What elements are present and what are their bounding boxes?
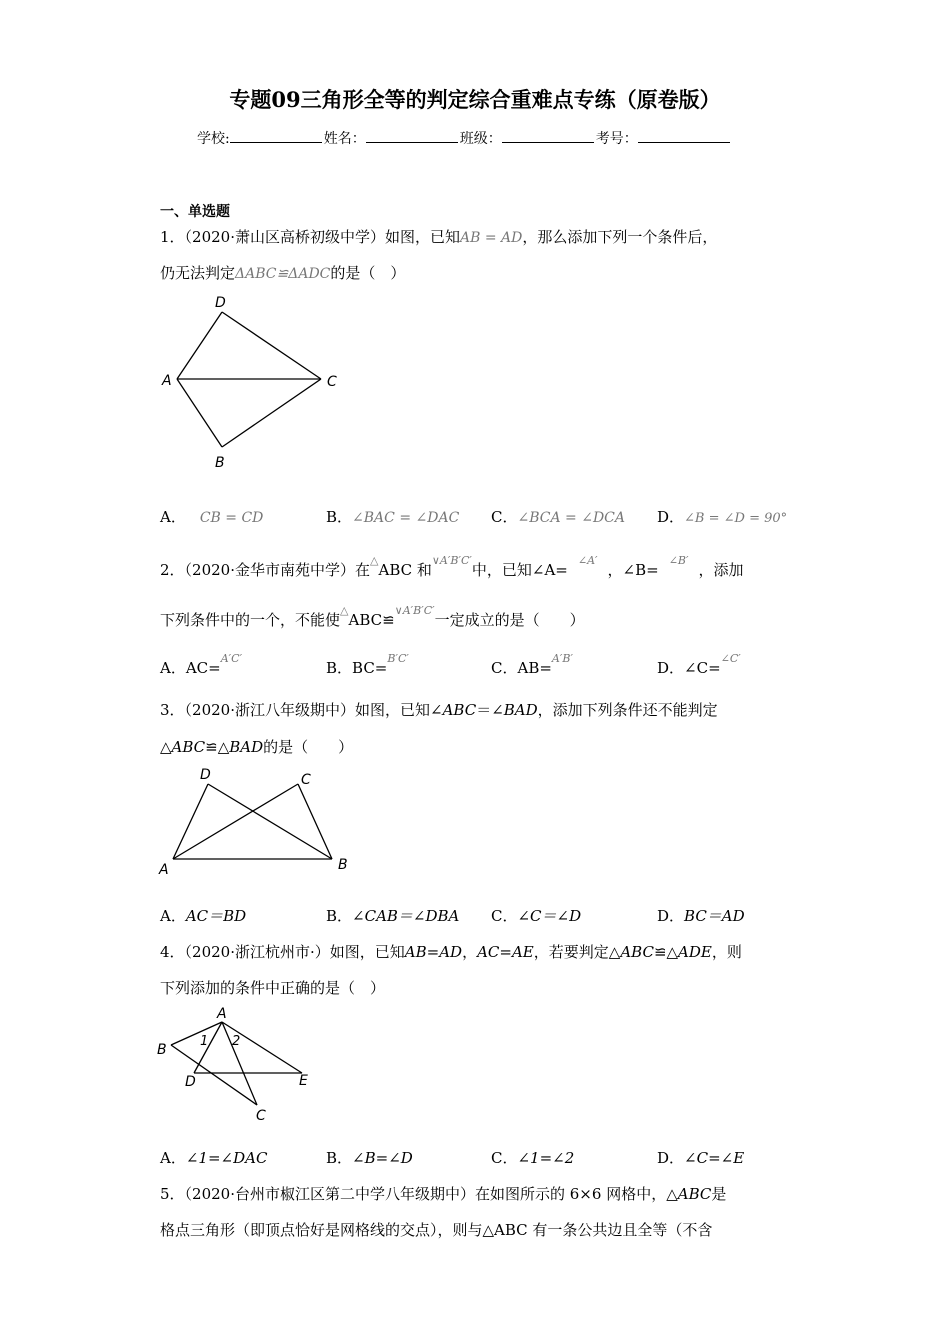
q4-text: ， <box>462 943 478 961</box>
q4-angle-label-1: 1 <box>200 1034 209 1049</box>
q3-source: （2020·浙江八年级期中） <box>184 701 355 719</box>
exam-no-blank[interactable] <box>638 130 730 143</box>
q3-option-c[interactable] <box>491 905 581 926</box>
option-formula: B′C′ <box>387 652 409 665</box>
q2-source: （2020·金华市南苑中学） <box>184 561 355 579</box>
option-letter: A． <box>160 659 186 677</box>
q3-number: 3． <box>160 701 185 719</box>
exam-no-label: 考号： <box>595 131 638 147</box>
q1-condition-formula: AB = AD <box>460 230 523 246</box>
option-text: ∠C=∠E <box>684 1149 745 1167</box>
q4-line2: 下列添加的条件中正确的是（ ） <box>160 979 386 997</box>
triangle-symbol: △ <box>340 604 349 617</box>
q4-option-d[interactable] <box>657 1147 744 1168</box>
q2-text: ABC 和 <box>378 561 432 579</box>
q5-source: （2020·台州市椒江区第二中学八年级期中） <box>184 1185 475 1203</box>
q1-line2 <box>160 262 405 283</box>
q4-formula: ABC <box>620 943 654 961</box>
q1-figure <box>155 290 355 480</box>
q1-label-D: D <box>215 295 226 311</box>
q2-text: ABC≌ <box>348 611 395 629</box>
q1-source: （2020·萧山区高桥初级中学） <box>184 228 385 246</box>
q3-formula: BAD <box>503 701 538 719</box>
q2-formula: ∠B′ <box>668 554 689 567</box>
school-label: 学校: <box>197 131 230 147</box>
q4-option-b[interactable] <box>326 1147 413 1168</box>
triangle-symbol: △ <box>370 554 379 567</box>
q4-option-c[interactable] <box>491 1147 574 1168</box>
q4-label-B: B <box>157 1042 167 1058</box>
q4-text: 如图，已知 <box>329 943 405 961</box>
option-text: ∠1=∠2 <box>517 1149 575 1167</box>
q3-formula: BAD <box>229 738 264 756</box>
q2-formula: ∨A′B′C′ <box>431 554 472 567</box>
q2-text: 在 <box>355 561 371 579</box>
section-heading: 一、单选题 <box>160 204 230 220</box>
q4-angle-label-2: 2 <box>232 1034 241 1049</box>
q1-label-B: B <box>215 455 225 471</box>
option-letter: D． <box>657 1149 685 1167</box>
q4-number: 4． <box>160 943 185 961</box>
q1-option-c[interactable] <box>491 506 625 527</box>
option-letter: B． <box>326 508 353 526</box>
option-letter: C． <box>491 907 518 925</box>
option-text: AB= <box>517 659 552 677</box>
option-text: ∠B=∠D <box>352 1149 413 1167</box>
q1-option-d[interactable] <box>657 506 787 527</box>
q4-formula: AB=AD <box>404 943 463 961</box>
q1-label-C: C <box>327 374 337 390</box>
q4-line1 <box>160 941 742 962</box>
name-blank[interactable] <box>366 130 458 143</box>
q2-line1 <box>160 554 744 580</box>
q4-label-A: A <box>217 1006 227 1022</box>
q1-seg-AD <box>177 312 222 379</box>
option-letter: C． <box>491 508 518 526</box>
option-text: ∠CAB＝∠DBA <box>352 907 460 925</box>
q5-formula: ABC <box>677 1185 712 1203</box>
q5-text: 是 <box>711 1185 727 1203</box>
q4-seg-AB <box>171 1022 222 1045</box>
q3-label-D: D <box>200 767 211 783</box>
q2-text: 下列条件中的一个，不能使 <box>160 611 341 629</box>
option-formula: A′B′ <box>551 652 573 665</box>
option-letter: C． <box>491 1149 518 1167</box>
q2-option-a[interactable] <box>160 652 242 678</box>
q3-line2 <box>160 736 353 757</box>
option-text: ∠C= <box>684 659 721 677</box>
option-text: ∠C＝∠D <box>517 907 582 925</box>
q4-figure <box>152 1002 327 1122</box>
option-text: AC= <box>185 659 221 677</box>
option-letter: D． <box>657 659 685 677</box>
q4-label-E: E <box>299 1073 308 1089</box>
q2-text: 中，已知∠A= <box>471 561 568 579</box>
q3-option-b[interactable] <box>326 905 459 926</box>
option-letter: A． <box>160 907 186 925</box>
q3-line1 <box>160 699 718 720</box>
q5-number: 5． <box>160 1185 185 1203</box>
q3-label-A: A <box>159 862 169 878</box>
option-text: ∠BAC = ∠DAC <box>352 510 460 526</box>
option-formula: ∠C′ <box>720 652 741 665</box>
q4-label-C: C <box>256 1108 266 1122</box>
option-letter: B． <box>326 1149 353 1167</box>
q3-text: 的是（ ） <box>263 738 354 756</box>
q3-seg-CB <box>298 784 332 859</box>
q2-text: 一定成立的是（ ） <box>434 611 585 629</box>
q4-option-a[interactable] <box>160 1147 267 1168</box>
q3-formula: ABC <box>171 738 206 756</box>
q3-seg-AC <box>173 784 298 859</box>
q4-text: ，若要判定△ <box>533 943 621 961</box>
q3-text: ，添加下列条件还不能判定 <box>537 701 718 719</box>
q2-formula: ∠A′ <box>577 554 598 567</box>
q1-congruence-formula: ΔABC≌ΔADC <box>235 266 331 282</box>
q5-line2: 格点三角形（即顶点恰好是网格线的交点），则与△ABC 有一条公共边且全等（不含 <box>160 1221 713 1239</box>
page-title: 专题09三角形全等的判定综合重难点专练（原卷版） <box>229 87 721 112</box>
q1-option-a[interactable] <box>160 506 263 527</box>
class-blank[interactable] <box>502 130 594 143</box>
q4-formula: AC=AE <box>477 943 534 961</box>
q1-number: 1． <box>160 228 185 246</box>
q3-formula: ABC <box>442 701 477 719</box>
q1-line2-tail: 的是（ ） <box>330 264 406 282</box>
option-text: ∠1=∠DAC <box>185 1149 268 1167</box>
q1-seg-BC <box>222 379 321 447</box>
q3-option-a[interactable] <box>160 905 246 926</box>
option-text: ∠BCA = ∠DCA <box>517 510 625 526</box>
q1-label-A: A <box>162 373 172 389</box>
q1-line1 <box>160 226 717 247</box>
school-blank[interactable] <box>230 130 322 143</box>
q2-formula: ∨A′B′C′ <box>394 604 435 617</box>
option-letter: C． <box>491 659 518 677</box>
q2-number: 2． <box>160 561 185 579</box>
q1-text: 如图，已知 <box>385 228 461 246</box>
option-text: BC＝AD <box>684 907 745 925</box>
option-letter: A． <box>160 1149 186 1167</box>
q1-option-b[interactable] <box>326 506 459 527</box>
name-label: 姓名： <box>323 131 366 147</box>
q3-text: ＝∠ <box>476 701 504 719</box>
q3-label-B: B <box>338 857 348 873</box>
option-letter: B． <box>326 659 353 677</box>
q1-line2-text: 仍无法判定 <box>160 264 236 282</box>
option-letter: B． <box>326 907 353 925</box>
q3-seg-DB <box>208 784 332 859</box>
q5-line1 <box>160 1183 726 1204</box>
option-text: BC= <box>352 659 388 677</box>
q2-text: ，添加 <box>698 561 744 579</box>
student-info-line <box>197 128 732 148</box>
q2-text: ，∠B= <box>607 561 659 579</box>
q4-formula: ADE <box>678 943 712 961</box>
q3-text: ≌△ <box>205 738 230 756</box>
q2-option-c[interactable] <box>491 652 573 678</box>
option-letter: A． <box>160 508 186 526</box>
option-text: ∠B = ∠D = 90° <box>684 511 788 526</box>
q4-text: ≌△ <box>653 943 679 961</box>
q1-seg-AB <box>177 379 222 447</box>
option-text: CB = CD <box>199 510 264 526</box>
q3-option-d[interactable] <box>657 905 745 926</box>
class-label: 班级： <box>459 131 502 147</box>
q1-seg-DC <box>222 312 321 379</box>
q3-label-C: C <box>301 772 311 788</box>
q5-text: 在如图所示的 6×6 网格中，△ <box>475 1185 678 1203</box>
option-formula: A′C′ <box>220 652 243 665</box>
q3-text: △ <box>160 738 172 756</box>
q2-option-b[interactable] <box>326 652 409 678</box>
option-letter: D． <box>657 907 685 925</box>
q4-label-D: D <box>185 1074 196 1090</box>
q4-source: （2020·浙江杭州市·） <box>184 943 330 961</box>
q2-option-d[interactable] <box>657 652 741 678</box>
q1-text-b: ，那么添加下列一个条件后， <box>522 228 718 246</box>
q4-text: ，则 <box>711 943 742 961</box>
q3-figure <box>155 762 365 882</box>
q3-text: 如图，已知∠ <box>355 701 443 719</box>
option-letter: D． <box>657 508 685 526</box>
q2-line2 <box>160 604 585 630</box>
option-text: AC＝BD <box>185 907 247 925</box>
